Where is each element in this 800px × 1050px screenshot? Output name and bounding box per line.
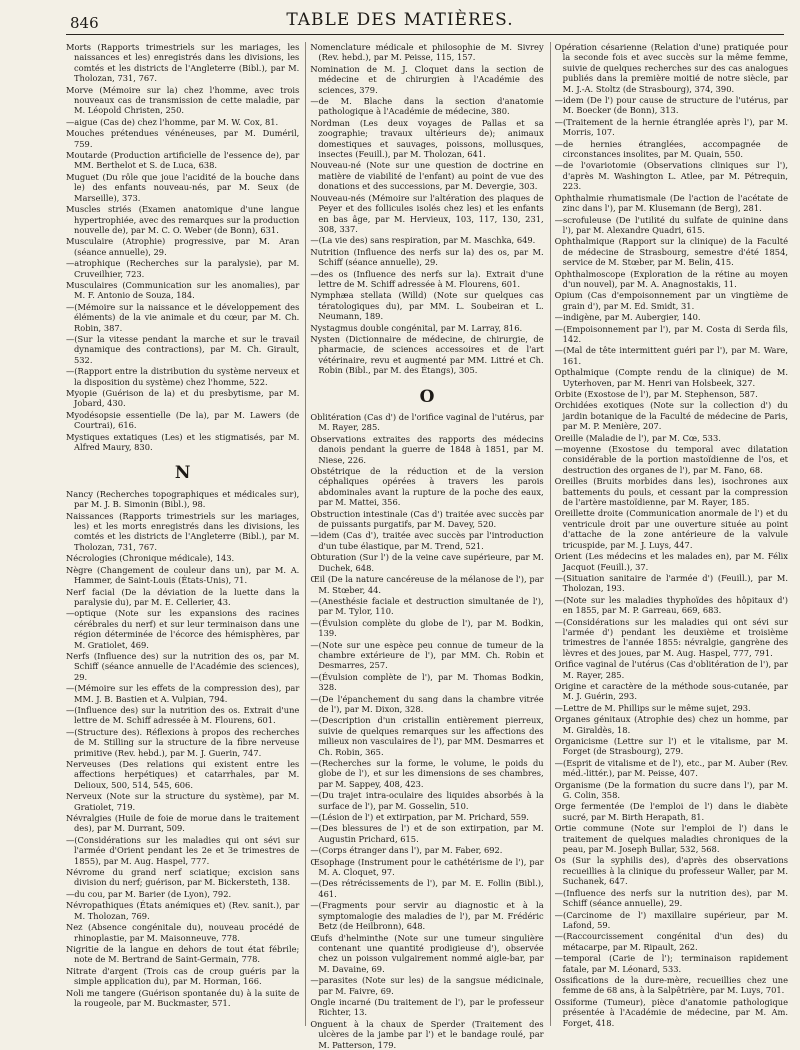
index-entry: Noli me tangere (Guérison spontanée du) à la suite de la rougeole, par M. Buckmaster, 571. xyxy=(66,987,300,1008)
index-entry: —(Évulsion complète de l'), par M. Thomas Bodkin, 328. xyxy=(310,671,544,693)
index-entry: Naissances (Rapports trimestriels sur les mariages, les) et les morts enregistrés dans les divisions, les comtés et les districts de l'Angleterre (Bibl.), par M. Tholozan, 731, 767. xyxy=(66,510,300,552)
index-entry: —(Empoisonnement par l'), par M. Costa di Serda fils, 142. xyxy=(554,323,788,344)
index-entry: —Lettre de M. Phillips sur le même sujet, 293. xyxy=(554,702,751,713)
index-entry: Œsophage (Instrument pour le cathétérisme de l'), par M. A. Cloquet, 97. xyxy=(310,856,544,878)
index-entry: —de hernies étranglées, accompagnée de circonstances insolites, par M. Quain, 550. xyxy=(554,138,788,160)
index-entry: Ossifications de la dure-mère, recueillies chez une femme de 68 ans, à la Salpêtrière, par M. Luys, 701. xyxy=(554,974,788,996)
index-entry: Névropathiques (États anémiques et) (Rev. sanit.), par M. Tholozan, 769. xyxy=(66,900,300,921)
index-entry: —scrofuleuse (De l'utilité du sulfate de quinine dans l'), par M. Alexandre Quadri, 615. xyxy=(554,214,788,235)
index-entry: —(Mémoire sur les effets de la compression des), par MM. J. B. Bastien et A. Vulpian, 794. xyxy=(66,683,300,704)
index-column-left xyxy=(66,42,299,1026)
index-entry: Organes génitaux (Atrophie des) chez un homme, par M. Giraldès, 18. xyxy=(554,714,788,735)
index-entry: —(Sur la vitesse pendant la marche et sur le travail dynamique des contractions), par M. Ch. Girault, 532. xyxy=(66,333,300,365)
index-entry: Orifice vaginal de l'utérus (Cas d'oblitération de l'), par M. Rayer, 285. xyxy=(554,659,788,680)
index-entry: Obstétrique de la réduction et de la version céphaliques opérées à travers les parois abdominales avant la rupture de la poche des eaux, par M. Mattei, 356. xyxy=(310,466,544,508)
section-letter: O xyxy=(419,386,435,407)
index-entry: —du cou, par M. Barier (de Lyon), 792. xyxy=(66,888,232,899)
index-entry: Opération césarienne (Relation d'une) pratiquée pour la seconde fois et avec succès sur la même femme, suivie de quelques recherches sur des cas analogues publiés dans la première moitié de notre siècle, par M. J.-A. Stoltz (de Strasbourg), 374, 390. xyxy=(554,42,788,94)
index-entry: —(Des rétrécissements de l'), par M. E. Follin (Bibl.), 461. xyxy=(310,878,544,899)
index-entry: —(Note sur les maladies thyphoïdes des hôpitaux d') en 1855, par M. P. Garreau, 669, 683. xyxy=(554,594,788,616)
index-entry: Nancy (Recherches topographiques et médicales sur), par M. J. B. Simonin (Bibl.), 98. xyxy=(66,488,300,510)
index-entry: Nystagmus double congénital, par M. Larray, 816. xyxy=(310,322,523,333)
index-entry: Nutrition (Influence des nerfs sur la) des os, par M. Schiff (séance annuelle), 29. xyxy=(310,246,544,268)
index-entry: Muguet (Du rôle que joue l'acidité de la bouche dans le) des enfants nouveau-nés, par M. Seux (de Marseille), 373. xyxy=(66,171,300,203)
index-entry: Nouveau-né (Note sur une question de doctrine en matière de viabilité de l'enfant) au point de vue des donations et des successions, par M. Devergie, 303. xyxy=(310,160,544,192)
index-entry: Nysten (Dictionnaire de médecine, de chirurgie, de pharmacie, de sciences accessoires et de l'art vétérinaire, revu et augmenté par MM. Littré et Ch. Robin (Bibl., par M. des Étangs), 305. xyxy=(310,333,544,376)
index-entry: Ossiforme (Tumeur), pièce d'anatomie pathologique présentée à l'Académie de médecine, par M. Am. Forget, 418. xyxy=(554,996,788,1028)
index-columns xyxy=(66,42,788,1050)
index-entry: —(Considérations sur les maladies qui ont sévi sur l'armée d') pendant les deuxième et troisième trimestres de l'année 1855: névralgie, gangrène des lèvres et des joues, par M. Aug. Haspel, 777, 791. xyxy=(554,616,788,658)
index-entry: —(Fragments pour servir au diagnostic et à la symptomalogie des maladies de l'), par M. Frédéric Betz (de Heilbronn), 648. xyxy=(310,900,544,932)
index-entry: Obturation (Sur l') de la veine cave supérieure, par M. Duchek, 648. xyxy=(310,552,544,573)
index-entry: Ophthalmoscope (Exploration de la rétine au moyen d'un nouvel), par M. A. Anagnostakis, 11. xyxy=(554,268,788,289)
index-entry: —de M. Blache dans la section d'anatomie pathologique à l'Académie de médecine, 380. xyxy=(310,96,544,117)
index-entry: Œil (De la nature cancéreuse de la mélanose de l'), par M. Stœber, 44. xyxy=(310,574,544,595)
index-entry: Nomination de M. J. Cloquet dans la section de médecine et de chirurgien à l'Académie des sciences, 379. xyxy=(310,63,544,95)
index-entry: —(Esprit de vitalisme et de l'), etc., par M. Auber (Rev. méd.-littér.), par M. Peisse, 407. xyxy=(554,757,788,779)
index-entry: Organisme (De la formation du sucre dans l'), par M. G. Colin, 358. xyxy=(554,779,788,801)
index-entry: Oblitération (Cas d') de l'orifice vaginal de l'utérus, par M. Rayer, 285. xyxy=(310,412,544,433)
index-entry: —temporal (Carie de l'); terminaison rapidement fatale, par M. Léonard, 533. xyxy=(554,953,788,974)
index-entry: —(Recherches sur la forme, le volume, le poids du globe de l'), et sur les dimensions de ses chambres, par M. Sappey, 408, 423. xyxy=(310,758,544,789)
index-entry: Muscles striés (Examen anatomique d'une langue hypertrophiée, avec des remarques sur la production nouvelle de), par M. C. O. Weber (de Bonn), 631. xyxy=(66,204,300,235)
index-entry: —atrophique (Recherches sur la paralysie), par M. Cruveilhier, 723. xyxy=(66,258,300,279)
index-entry: Myodésopsie essentielle (De la), par M. Lawers (de Courtrai), 616. xyxy=(66,409,300,431)
index-entry: Organicisme (Lettre sur l') et le vitalisme, par M. Forget (de Strasbourg), 279. xyxy=(554,736,788,757)
index-entry: —indigène, par M. Aubergier, 140. xyxy=(554,312,701,323)
index-entry: —(Influence des) sur la nutrition des os. Extrait d'une lettre de M. Schiff adressée à M. Flourens, 601. xyxy=(66,704,300,726)
index-entry: —parasites (Note sur les) de la sangsue médicinale, par M. Faivre, 69. xyxy=(310,975,544,996)
index-entry: Oreilles (Bruits morbides dans les), isochrones aux battements du pouls, et cessant par la compression de l'artère mastoïdienne, par M. Rayer, 185. xyxy=(554,476,788,508)
index-entry: —(Raccourcissement congénital d'un des) du métacarpe, par M. Ripault, 262. xyxy=(554,931,788,952)
index-entry: Musculaire (Atrophie) progressive, par M. Aran (séance annuelle), 29. xyxy=(66,236,300,257)
index-entry: Ophthalmique (Rapport sur la clinique) de la Faculté de médecine de Strasbourg, semestre d'été 1854, service de M. Stœber, par M. Belin, 415. xyxy=(554,236,788,268)
index-entry: Observations extraites des rapports des médecins danois pendant la guerre de 1848 à 1851, par M. Niese, 226. xyxy=(310,433,544,465)
index-entry: —(De l'épanchement du sang dans la chambre vitrée de l'), par M. Dixon, 328. xyxy=(310,693,544,714)
index-column-right xyxy=(550,42,788,1026)
index-entry: Nomenclature médicale et philosophie de M. Sivrey (Rev. hebd.), par M. Peisse, 115, 157. xyxy=(310,42,544,63)
index-entry: Oreille (Maladie de l'), par M. Cœ, 533. xyxy=(554,432,721,443)
index-entry: —aigue (Cas de) chez l'homme, par M. W. Cox, 81. xyxy=(66,116,279,127)
index-entry: Œufs d'helminthe (Note sur une tumeur singulière contenant une quantité prodigieuse d'), observée chez un poisson vulgairement nommé aigle-bar, par M. Davaine, 69. xyxy=(310,932,544,974)
index-entry: —(Corps étranger dans l'), par M. Faber, 692. xyxy=(310,845,503,856)
index-entry: Onguent à la chaux de Sperder (Traitement des ulcères de la jambe par l') et le bandage roulé, par M. Patterson, 179. xyxy=(310,1018,544,1050)
index-entry: —(Traitement de la hernie étranglée après l'), par M. Morris, 107. xyxy=(554,116,788,138)
index-entry: —(Du trajet intra-oculaire des liquides absorbés à la surface de l'), par M. Gosselin, 510. xyxy=(310,790,544,811)
index-entry: —(Mal de tête intermittent guéri par l'), par M. Ware, 161. xyxy=(554,345,788,366)
index-entry: —(Carcinome de l') maxillaire supérieur, par M. Lafond, 59. xyxy=(554,909,788,930)
index-entry: Origine et caractère de la méthode sous-cutanée, par M. J. Guérin, 293. xyxy=(554,680,788,702)
index-entry: Musculaires (Communication sur les anomalies), par M. F. Antonio de Souza, 184. xyxy=(66,279,300,301)
index-entry: —optique (Note sur les expansions des racines cérébrales du nerf) et sur leur terminaison dans une région déterminée de l'écorce des hémisphères, par M. Gratiolet, 469. xyxy=(66,608,300,650)
header-rule xyxy=(66,34,784,35)
index-entry: —(Situation sanitaire de l'armée d') (Feuill.), par M. Tholozan, 193. xyxy=(554,572,788,594)
index-entry: —de l'ovariotomie (Observations cliniques sur l'), d'après M. Washington L. Atlee, par M. Pétrequin, 223. xyxy=(554,160,788,192)
index-entry: Ortie commune (Note sur l'emploi de l') dans le traitement de quelques maladies chroniques de la peau, par M. Joseph Bullar, 532, 568. xyxy=(554,823,788,855)
index-entry: —idem (De l') pour cause de structure de l'utérus, par M. Boecker (de Bonn), 313. xyxy=(554,95,788,116)
section-letter: N xyxy=(174,463,191,484)
index-entry: —(Considérations sur les maladies qui ont sévi sur l'armée d'Orient pendant les 2e et 3e trimestres de 1855), par M. Aug. Haspel, 777. xyxy=(66,834,300,866)
index-entry: Orbite (Exostose de l'), par M. Stephenson, 587. xyxy=(554,389,758,399)
index-entry: Nerveux (Note sur la structure du système), par M. Gratiolet, 719. xyxy=(66,791,300,812)
index-entry: Orient (Les médecins et les malades en), par M. Félix Jacquot (Feuill.), 37. xyxy=(554,551,788,572)
index-entry: Nerveuses (Des relations qui existent entre les affections herpétiques) et catarrhales, par M. Delioux, 500, 514, 545, 606. xyxy=(66,759,300,790)
index-entry: Névralgies (Huile de foie de morue dans le traitement des), par M. Durrant, 509. xyxy=(66,813,300,834)
index-entry: Nouveau-nés (Mémoire sur l'altération des plaques de Peyer et des follicules isolés chez les) et les enfants en bas âge, par M. Hervieux, 103, 117, 130, 231, 308, 337. xyxy=(310,192,544,234)
index-entry: —(Structure des). Réflexions à propos des recherches de M. Stilling sur la structure de la fibre nerveuse primitive (Rev. hebd.), par M. J. Guerin, 747. xyxy=(66,726,300,758)
index-column-middle xyxy=(305,42,544,1050)
index-entry: Os (Sur la syphilis des), d'après des observations recueillies à la clinique du professeur Waller, par M. Suchanek, 647. xyxy=(554,855,788,887)
index-entry: Nordman (Les deux voyages de Pallas et sa zoographie; travaux ultérieurs de); animaux domestiques et sauvages, poissons, mollusques, insectes (Feuill.), par M. Tholozan, 641. xyxy=(310,117,544,160)
page-title: TABLE DES MATIÈRES. xyxy=(286,10,514,30)
index-entry: Nègre (Changement de couleur dans un), par M. A. Hammer, de Saint-Louis (États-Unis), 71. xyxy=(66,564,300,586)
page-header xyxy=(0,6,800,36)
index-entry: —moyenne (Exostose du temporal avec dilatation considérable de la portion mastoïdienne de l'os, et destruction des organes de l'), par M. Fano, 68. xyxy=(554,444,788,475)
index-entry: —(La vie des) sans respiration, par M. Maschka, 649. xyxy=(310,235,536,246)
index-entry: Mystiques extatiques (Les) et les stigmatisés, par M. Alfred Maury, 830. xyxy=(66,431,300,453)
index-entry: Opthalmique (Compte rendu de la clinique) de M. Uyterhoven, par M. Henri van Holsbeek, 327. xyxy=(554,367,788,388)
index-entry: Orge fermentée (De l'emploi de l') dans le diabète sucré, par M. Birth Herapath, 81. xyxy=(554,801,788,822)
index-entry: Nitrate d'argent (Trois cas de croup guéris par la simple application du), par M. Horman, 166. xyxy=(66,965,300,987)
index-entry: —(Influence des nerfs sur la nutrition des), par M. Schiff (séance annuelle), 29. xyxy=(554,887,788,909)
index-entry: Nymphæa stellata (Willd) (Note sur quelques cas tératologiques du), par MM. L. Soubeiran et L. Neumann, 189. xyxy=(310,290,544,322)
index-entry: Morts (Rapports trimestriels sur les mariages, les naissances et les) enregistrés dans les divisions, les comtés et les districts de l'Angleterre (Bibl.), par M. Tholozan, 731, 767. xyxy=(66,42,300,84)
index-entry: Ophthalmie rhumatismale (De l'action de l'acétate de zinc dans l'), par M. Klusemann (de Berg), 281. xyxy=(554,192,788,214)
index-entry: —(Note sur une espèce peu connue de tumeur de la chambre extérieure de l'), par MM. Ch. Robin et Desmarres, 257. xyxy=(310,639,544,671)
index-entry: —(Mémoire sur la naissance et le développement des éléments) de la vie animale et du cœur, par M. Ch. Robin, 387. xyxy=(66,301,300,333)
index-entry: Obstruction intestinale (Cas d') traitée avec succès par de puissants purgatifs, par M. Davey, 520. xyxy=(310,508,544,530)
index-entry: Nerfs (Influence des) sur la nutrition des os, par M. Schiff (séance annuelle de l'Académie des sciences), 29. xyxy=(66,650,300,682)
index-entry: Orchidées exotiques (Note sur la collection d') du jardin botanique de la Faculté de médecine de Paris, par M. P. Menière, 207. xyxy=(554,400,788,432)
index-entry: Névrome du grand nerf sciatique; excision sans division du nerf; guérison, par M. Bickersteth, 138. xyxy=(66,867,300,888)
index-entry: Nécrologies (Chronique médicale), 143. xyxy=(66,553,235,564)
index-entry: Oreillette droite (Communication anormale de l') et du ventricule droit par une ouverture située au point d'attache de la zone antérieure de la valvule tricuspide, par M. J. Luys, 447. xyxy=(554,508,788,550)
index-entry: —(Rapport entre la distribution du système nerveux et la disposition du système) chez l'homme, 522. xyxy=(66,366,300,387)
index-entry: Nigritie de la langue en dehors de tout état fébrile; note de M. Bertrand de Saint-Germain, 778. xyxy=(66,943,300,965)
index-entry: —(Lésion de l') et extirpation, par M. Prichard, 559. xyxy=(310,812,529,823)
index-entry: —(Anesthésie faciale et destruction simultanée de l'), par M. Tylor, 110. xyxy=(310,595,544,617)
index-entry: Mouches prétendues vénéneuses, par M. Duméril, 759. xyxy=(66,128,300,149)
page-number: 846 xyxy=(70,14,99,32)
index-entry: Ongle incarné (Du traitement de l'), par le professeur Richter, 13. xyxy=(310,996,544,1018)
index-entry: Morve (Mémoire sur la) chez l'homme, avec trois nouveaux cas de transmission de cette maladie, par M. Léopold Christen, 250. xyxy=(66,84,300,116)
index-entry: —(Des blessures de l') et de son extirpation, par M. Augustin Prichard, 615. xyxy=(310,823,544,844)
index-entry: —des os (Influence des nerfs sur la). Extrait d'une lettre de M. Schiff adressée à M. Flourens, 601. xyxy=(310,268,544,289)
index-entry: Myopie (Guérison de la) et du presbytisme, par M. Jobard, 430. xyxy=(66,388,300,409)
index-entry: —(Description d'un cristallin entièrement pierreux, suivie de quelques remarques sur les affections des milieux non vasculaires de l'), par MM. Desmarres et Ch. Robin, 365. xyxy=(310,715,544,757)
index-entry: —idem (Cas d'), traitée avec succès par l'introduction d'un tube élastique, par M. Trend, 521. xyxy=(310,530,544,551)
index-entry: —(Évulsion complète du globe de l'), par M. Bodkin, 139. xyxy=(310,617,544,639)
index-entry: Nez (Absence congénitale du), nouveau procédé de rhinoplastie, par M. Maisonneuve, 778. xyxy=(66,922,300,943)
index-entry: Nerf facial (De la déviation de la luette dans la paralysie du), par M. E. Cellerier, 43. xyxy=(66,586,300,607)
index-entry: Moutarde (Production artificielle de l'essence de), par MM. Berthelot et S. de Luca, 638. xyxy=(66,150,300,171)
index-entry: Opium (Cas d'empoisonnement par un vingtième de grain d'), par M. Ed. Smidt, 31. xyxy=(554,290,788,311)
